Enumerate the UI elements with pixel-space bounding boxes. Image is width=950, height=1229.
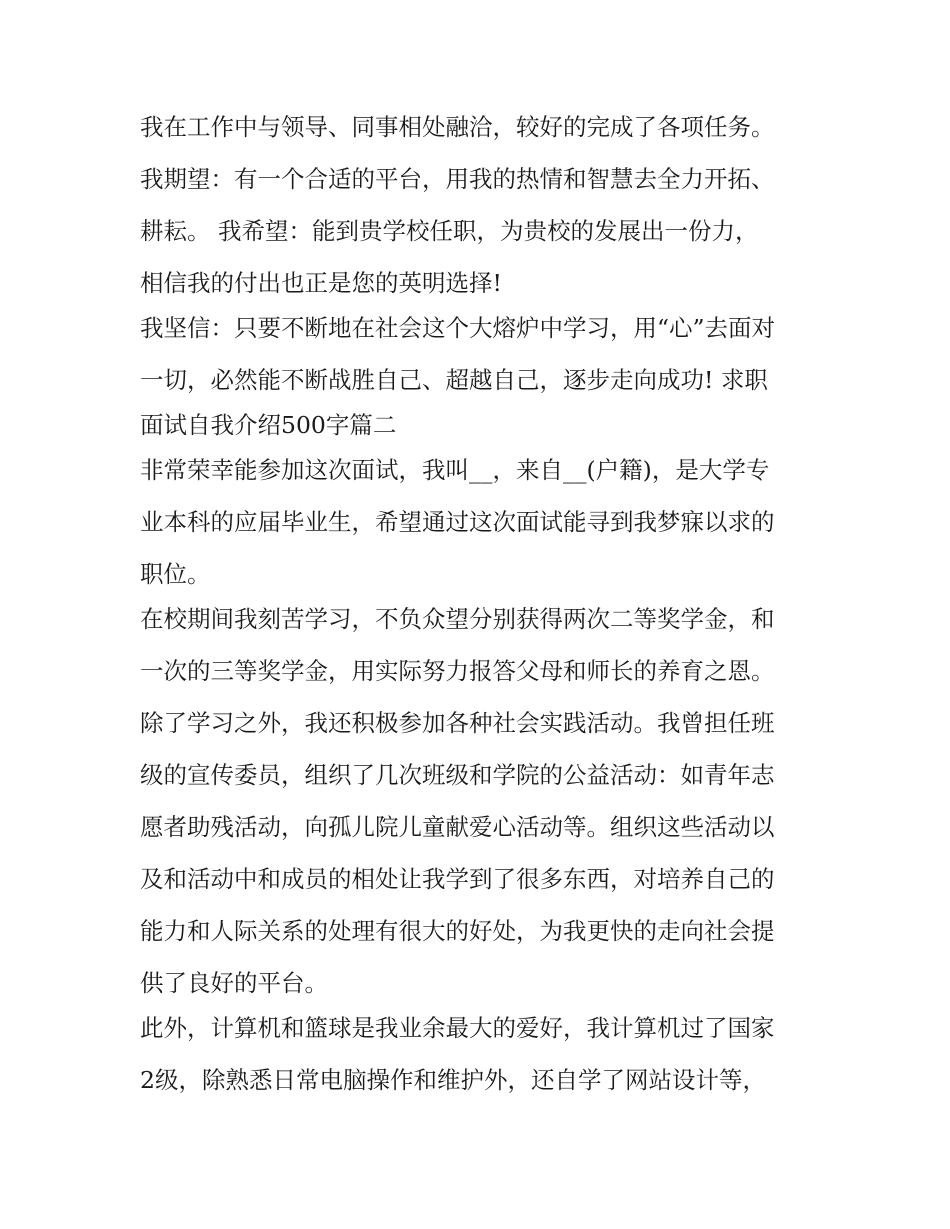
text-line: 我期望：有一个合适的平台，用我的热情和智慧去全力开拓、 [140,165,775,193]
text-line: 耕耘。 我希望：能到贵学校任职，为贵校的发展出一份力， [140,217,759,245]
text-line: 级的宣传委员，组织了几次班级和学院的公益活动：如青年志 [140,761,775,789]
text-line: 此外，计算机和篮球是我业余最大的爱好，我计算机过了国家 [140,1014,775,1042]
text-line: 及和活动中和成员的相处让我学到了很多东西，对培养自己的 [140,865,775,893]
section-heading: 面试自我介绍500字篇二 [140,411,397,439]
text-line: 职位。 [140,560,211,588]
text-line: 一切，必然能不断战胜自己、超越自己，逐步走向成功! 求职 [140,366,768,394]
text-line: 我坚信：只要不断地在社会这个大熔炉中学习，用“心”去面对 [140,314,776,342]
text-line: 除了学习之外，我还积极参加各种社会实践活动。我曾担任班 [140,709,775,737]
text-line: 在校期间我刻苦学习，不负众望分别获得两次二等奖学金，和 [140,605,775,633]
text-line: 供了良好的平台。 [140,969,328,997]
text-line: 一次的三等奖学金，用实际努力报答父母和师长的养育之恩。 [140,657,775,685]
text-line: 愿者助残活动，向孤儿院儿童献爱心活动等。组织这些活动以 [140,813,775,841]
text-line: 非常荣幸能参加这次面试，我叫__，来自__(户籍)，是大学专 [140,456,770,484]
text-line: 业本科的应届毕业生，希望通过这次面试能寻到我梦寐以求的 [140,508,775,536]
document-body [140,108,820,1099]
text-line: 2级，除熟悉日常电脑操作和维护外，还自学了网站设计等， [140,1066,766,1094]
text-line: 能力和人际关系的处理有很大的好处，为我更快的走向社会提 [140,917,775,945]
text-line: 我在工作中与领导、同事相处融洽，较好的完成了各项任务。 [140,113,775,141]
text-line: 相信我的付出也正是您的英明选择! [140,269,502,297]
